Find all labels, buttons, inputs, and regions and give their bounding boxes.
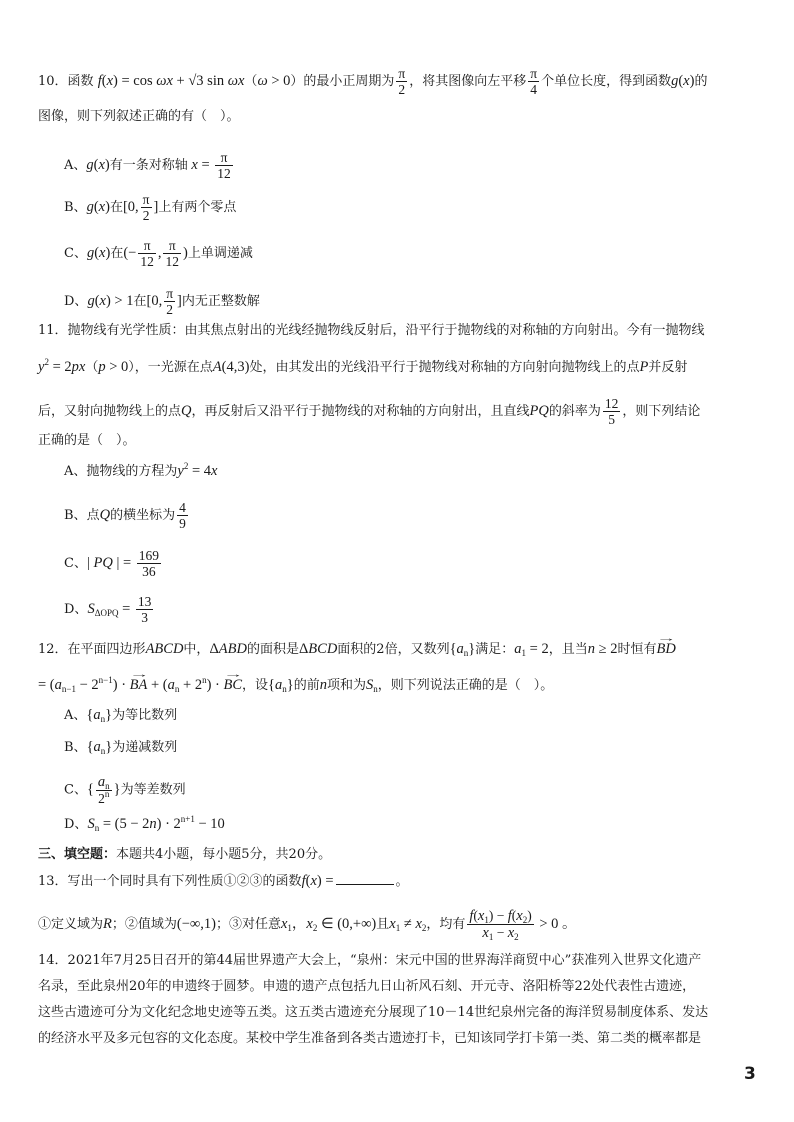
q13-line2: ①定义域为R；②值域为(−∞,1)；③对任意$x_1$，$x_2$ ∈ (0,+∞)且$x_1 \ne x_2$，均有 $\frac{f(x_1) - f(x_2)}{x_1 - x_2}$ > 0 。 bbox=[38, 908, 577, 942]
q12-option-a: A、$\{a_n\}$为等比数列 bbox=[64, 707, 178, 724]
q12-option-c: C、{ $\frac{a_n}{2^n}$ }为等差数列 bbox=[64, 774, 186, 806]
q11-line3: 后，又射向抛物线上的点Q，再反射后又沿平行于抛物线的对称轴的方向射出，且直线PQ的斜率为 $\frac{12}{5}$ ，则下列结论 bbox=[38, 396, 701, 427]
q11-option-a: A、抛物线的方程为$y^2 = 4x$ bbox=[64, 461, 218, 479]
q14-line1: 14．2021年7月25日召开的第44届世界遗产大会上，“泉州：宋元中国的世界海洋商贸中心”获准列入世界文化遗产 bbox=[38, 953, 702, 968]
q14-line3: 这些古遗迹可分为文化纪念地史迹等五类。这五类古遗迹充分展现了10－14世纪泉州完备的海洋贸易制度体系、发达 bbox=[38, 1005, 709, 1020]
section3-title: 三、填空题： bbox=[38, 847, 117, 862]
q11-line4: 正确的是（ ）。 bbox=[38, 433, 136, 448]
q10-line1: 10．函数 f(x) = cos ωx + √3 sin ωx（ω > 0）的最小正周期为 $\frac{\pi}{2}$ ，将其图像向左平移 $\frac{\pi}{4}$ 个单位长度，得到函数g(x)的 bbox=[38, 66, 708, 97]
q11-option-d: D、$S_{\Delta OPQ}$ = $\frac{13}{3}$ bbox=[64, 594, 152, 625]
q10-option-d: D、g(x) > 1在[0, $\frac{\pi}{2}$ ]内无正整数解 bbox=[64, 286, 260, 317]
q10-period-fraction: $\frac{\pi}{2}$ bbox=[398, 66, 406, 97]
q14-line4: 的经济水平及多元包容的文化态度。某校中学生准备到各类古遗迹打卡，已知该同学打卡第一类、第二类的概率都是 bbox=[38, 1031, 702, 1046]
q10-option-a: A、g(x)有一条对称轴 x = $\frac{\pi}{12}$ bbox=[64, 150, 231, 181]
q12-number: 12． bbox=[38, 642, 68, 657]
q10-function: f(x) = cos ωx + √3 sin ωx bbox=[97, 73, 245, 89]
section3-heading: 三、填空题：本题共4小题，每小题5分，共20分。 bbox=[38, 847, 332, 862]
q10-option-b: B、g(x)在[0, $\frac{\pi}{2}$ ]上有两个零点 bbox=[64, 192, 237, 223]
q11-option-b: B、点Q的横坐标为 $\frac{4}{9}$ bbox=[64, 500, 186, 531]
q11-line1: 11．抛物线有光学性质：由其焦点射出的光线经抛物线反射后，沿平行于抛物线的对称轴的方向射出。今有一抛物线 bbox=[38, 323, 705, 338]
q11-number: 11． bbox=[38, 323, 68, 338]
q13-answer-blank[interactable] bbox=[336, 874, 394, 885]
q12-line2: = $(a_{n-1} - 2^{n-1})$ · → BA + $(a_n + 2^n)$ · → BC，设$\{a_n\}$的前n项和为$S_n$，则下列说法正确的是（ ）。 bbox=[38, 676, 553, 695]
q14-number: 14． bbox=[38, 953, 68, 968]
q12-line1: 12．在平面四边形ABCD中，ΔABD的面积是ΔBCD面积的2倍，又数列$\{a_n\}$满足：$a_1 = 2$，且当n ≥ 2时恒有→ BD bbox=[38, 640, 676, 659]
q10-line2: 图像，则下列叙述正确的有（ ）。 bbox=[38, 109, 240, 124]
q13-line1: 13．写出一个同时具有下列性质①②③的函数f(x) = 。 bbox=[38, 873, 409, 889]
q14-line2: 名录，至此泉州20年的申遗终于圆梦。申遗的遗产点包括九日山祈风石刻、开元寺、洛阳桥等22处代表性古遗迹， bbox=[38, 979, 696, 994]
page-number: 3 bbox=[744, 1064, 756, 1084]
q10-number: 10． bbox=[38, 74, 68, 89]
q10-option-c: C、g(x)在(− $\frac{\pi}{12}$ , $\frac{\pi}{12}$ )上单调递减 bbox=[64, 238, 253, 269]
q11-option-c: C、| PQ | = $\frac{169}{36}$ bbox=[64, 548, 160, 579]
q12-option-d: D、$S_n = (5 - 2n) \cdot 2^{n+1} - 10$ bbox=[64, 814, 225, 833]
q13-number: 13． bbox=[38, 874, 68, 889]
q12-option-b: B、$\{a_n\}$为递减数列 bbox=[64, 739, 178, 756]
q11-line2: $y^2 = 2px(p > 0)$，一光源在点A(4,3)处，由其发出的光线沿平行于抛物线对称轴的方向射向抛物线上的点P并反射 bbox=[38, 357, 688, 375]
